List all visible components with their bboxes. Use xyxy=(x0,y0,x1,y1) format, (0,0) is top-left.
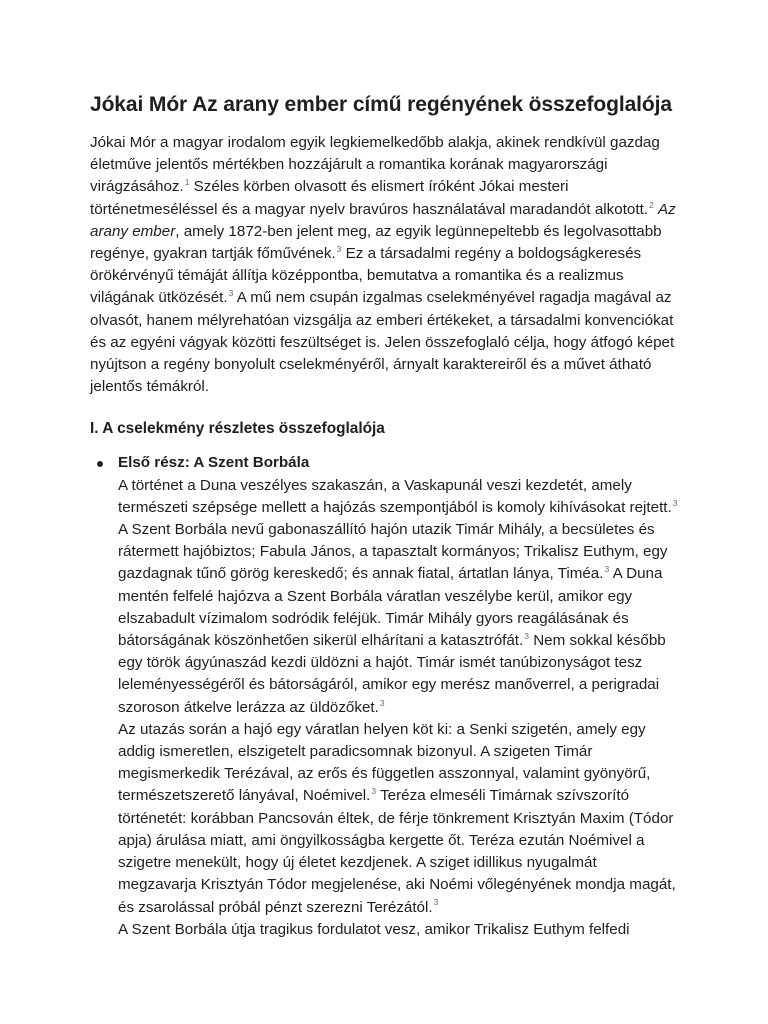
paragraph-text: A Duna mentén felfelé hajózva a Szent Borbála váratlan veszélybe kerül, amikor egy elszabadult vízimalom sodródik feléjük. Timár Mihály gyors reagálásának és bátorságának köszönhetően sikerül elhárítani a katasztrófát. xyxy=(118,565,663,650)
bullet-icon xyxy=(97,461,103,467)
footnote-ref[interactable]: 3 xyxy=(433,897,439,908)
footnote-ref[interactable]: 3 xyxy=(336,243,342,254)
footnote-ref[interactable]: 3 xyxy=(672,497,678,508)
intro-text: Jókai Mór a magyar irodalom egyik legkiemelkedőbb alakja, akinek rendkívül gazdag életműve jelentős mértékben hozzájárult a romantika korának magyarországi virágzásához. xyxy=(90,134,660,196)
paragraph-text: Teréza elmeséli Timárnak szívszorító történetét: korábban Pancsován éltek, de férje tönkrement Krisztyán Maxim (Tódor apja) árulása miatt, ami öngyilkosságba kergette őt. Teréza ezután Noémivel a szigetre menekült, hogy új életet kezdjenek. A sziget idillikus nyugalmát megzavarja Krisztyán Tódor megjelenése, aki Noémi vőlegényének mondja magát, és zsarolással próbál pénzt szerezni Terézától. xyxy=(118,787,676,916)
plot-list xyxy=(90,452,678,940)
section-heading: I. A cselekmény részletes összefoglalója xyxy=(90,420,385,438)
intro-text: A mű nem csupán izgalmas cselekményével ragadja magával az olvasót, hanem mélyrehatóan vizsgálja az emberi értékeket, a társadalmi konvenciókat és az egyéni vágyak közötti feszültséget is. Jelen összefoglaló célja, hogy átfogó képet nyújtson a regény bonyolult cselekményéről, árnyalt karaktereiről és a művet átható jelentős témákról. xyxy=(90,289,675,396)
list-item-paragraph xyxy=(118,475,678,719)
paragraph-text: A Szent Borbála nevű gabonaszállító hajón utazik Timár Mihály, a becsületes és rátermett hajóbiztos; Fabula János, a tapasztalt kormányos; Trikalisz Euthym, egy gazdagnak tűnő görög kereskedő; és annak fiatal, ártatlan lánya, Timéa. xyxy=(118,521,668,583)
footnote-ref[interactable]: 3 xyxy=(524,631,529,641)
footnote-ref[interactable]: 2 xyxy=(649,199,654,210)
list-item-title: Első rész: A Szent Borbála xyxy=(118,454,310,472)
footnote-ref[interactable]: 3 xyxy=(371,786,377,797)
paragraph-text: Nem sokkal később egy török ágyúnaszád kezdi üldözni a hajót. Timár ismét tanúbizonyságot tesz leleményességéről és bátorságáról, amikor egy merész manőverrel, a perigradai szoroson átkelve lerázza az üldözőket. xyxy=(118,632,666,716)
intro-paragraph xyxy=(90,132,678,398)
list-item-paragraph: A Szent Borbála útja tragikus fordulatot vesz, amikor Trikalisz Euthym felfedi xyxy=(118,920,630,938)
footnote-ref[interactable]: 3 xyxy=(604,564,610,575)
intro-text: Széles körben olvasott és elismert íróként Jókai mesteri történetmeséléssel és a magyar nyelv bravúros használatával maradandót alkotott. xyxy=(90,178,649,218)
paragraph-text: Az utazás során a hajó egy váratlan helyen köt ki: a Senki szigetén, amely egy addig ismeretlen, elszigetelt paradicsomnak bizonyul. A szigeten Timár megismerkedik Terézával, az erős és független asszonnyal, valamint gyönyörű, természetszerető lányával, Noémivel. xyxy=(118,720,651,805)
footnote-ref[interactable]: 1 xyxy=(184,177,190,188)
intro-text: , amely 1872-ben jelent meg, az egyik legünnepeltebb és legolvasottabb regénye, gyakran tartják főművének. xyxy=(90,222,662,263)
document-title: Jókai Mór Az arany ember című regényének összefoglalója xyxy=(90,93,672,116)
intro-text: Ez a társadalmi regény a boldogságkeresés örökérvényű témáját állítja középpontba, bemutatva a romantika és a realizmus világának ütközését. xyxy=(90,245,642,307)
list-item-paragraph xyxy=(118,719,678,919)
book-title-italic: Az arany ember xyxy=(90,200,676,240)
list-item xyxy=(90,452,678,940)
footnote-ref[interactable]: 3 xyxy=(228,288,234,299)
footnote-ref[interactable]: 3 xyxy=(379,697,385,708)
paragraph-text: A történet a Duna veszélyes szakaszán, a Vaskapunál veszi kezdetét, amely természeti szépsége mellett a hajózás szempontjából is komoly kihívásokat rejtett. xyxy=(118,476,672,516)
